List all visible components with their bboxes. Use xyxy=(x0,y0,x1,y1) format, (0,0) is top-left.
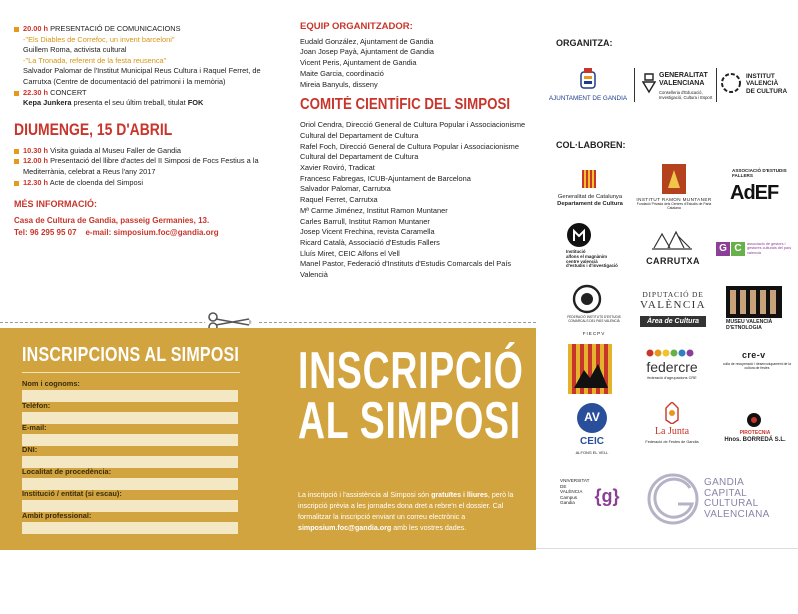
field-name xyxy=(22,379,238,402)
lajunta-logo xyxy=(640,402,704,450)
logo-sublabel: Federació de Festes de Gandia xyxy=(645,440,699,444)
professional-input[interactable] xyxy=(22,522,238,534)
logo-label: GENERALITAT xyxy=(659,72,708,79)
uv-text xyxy=(560,478,590,506)
lajunta-emblem-icon xyxy=(664,402,680,424)
carrutxa-drawing-icon xyxy=(652,228,692,252)
muvaet-figures-icon xyxy=(726,286,782,318)
equip-member: Vicent Peris, Ajuntament de Gandia xyxy=(300,58,417,68)
logo-label: centre valencià xyxy=(566,258,598,264)
gc-logo xyxy=(716,240,794,266)
field-label: Localitat de procedència: xyxy=(22,467,112,476)
album-name: FOK xyxy=(187,98,204,108)
carrutxa-logo xyxy=(638,228,708,272)
field-email xyxy=(22,423,238,446)
logo-label: federcre xyxy=(646,359,698,375)
equip-title: EQUIP ORGANITZADOR: xyxy=(300,21,413,32)
field-professional xyxy=(22,511,238,534)
sunday-title: DIUMENGE, 15 D'ABRIL xyxy=(14,119,173,139)
logo-label: VALÈNCIA xyxy=(640,299,706,311)
logo-label: cre-v xyxy=(742,350,766,360)
schedule-item xyxy=(14,156,284,177)
text-part: , xyxy=(487,491,490,499)
bullet-icon xyxy=(14,149,19,154)
artist-name: Kepa Junkera xyxy=(23,98,72,108)
text-part: amb les vostres dades. xyxy=(393,524,467,532)
form-divider xyxy=(22,372,240,373)
gv-emblem-icon xyxy=(642,72,656,94)
schedule-time: 12.30 h xyxy=(23,177,49,187)
equip-member: Eudald González, Ajuntament de Gandia xyxy=(300,36,434,46)
gv-text xyxy=(659,72,708,88)
inscripcio-title xyxy=(298,342,524,450)
schedule-time: 10.30 h xyxy=(23,145,49,155)
capital-text xyxy=(704,478,770,520)
logo-label: Institució xyxy=(566,249,586,254)
logo-sublabel: ALFONS EL VELL xyxy=(575,450,609,455)
logo-label: GANDIA xyxy=(704,477,745,488)
field-locality xyxy=(22,467,238,490)
logo-label: VALENCIÀ xyxy=(746,80,779,88)
fiecpv-logo xyxy=(562,284,626,338)
uv-logo xyxy=(560,478,590,522)
alfons-text xyxy=(566,250,618,269)
equip-member: Mireia Banyuls, disseny xyxy=(300,79,378,89)
logo-sublabel: federació d'agrupacions CRE xyxy=(647,376,697,380)
schedule-item xyxy=(14,88,284,99)
schedule-line xyxy=(14,56,284,67)
title-line: AL SIMPOSI xyxy=(298,392,521,450)
gc-g-icon: G xyxy=(716,242,730,256)
email-link[interactable]: simposium.foc@gandia.org xyxy=(298,524,392,532)
title-line: INSCRIPCIÓ xyxy=(298,342,524,400)
logo-label: La Junta xyxy=(654,426,690,437)
adef-logo xyxy=(724,168,790,214)
inscripcio-text xyxy=(298,490,530,534)
logo-label: Àrea de Cultura xyxy=(640,316,706,327)
crev-logo xyxy=(720,350,794,384)
comite-member: Salvador Palomar, Carrutxa xyxy=(300,184,391,194)
irm-logo xyxy=(636,164,712,210)
field-institution xyxy=(22,489,238,512)
comite-member: Raquel Ferret, Carrutxa xyxy=(300,195,378,205)
logo-label: AJUNTAMENT DE GANDIA xyxy=(548,95,628,102)
logo-label: DE CULTURA xyxy=(746,87,788,95)
gencat-emblem-icon xyxy=(580,168,598,190)
organitza-title: ORGANITZA: xyxy=(556,38,613,48)
logo-label: Generalitat de Catalunya xyxy=(557,194,623,200)
bullet-icon xyxy=(14,91,19,96)
field-dni xyxy=(22,445,238,468)
comite-member: Xavier Roviró, Tradicat xyxy=(300,163,375,173)
schedule-text: Presentació del llibre d'actes del II Simposi de Focs Festius a la Mediterrània, celebrat a Reus l'any 2017 xyxy=(23,156,259,176)
bullet-icon xyxy=(14,159,19,164)
ivc-circle-icon xyxy=(720,72,742,94)
field-phone xyxy=(22,401,238,424)
logo-label: alfons el magnànim xyxy=(566,253,607,259)
logo-label: Campus Gandia xyxy=(560,494,578,506)
logo-label: CARRUTXA xyxy=(646,256,700,266)
logo-sublabel: Conselleria d'Educació, Investigació, Cultura i Esport xyxy=(659,90,713,100)
fiecpv-emblem-icon xyxy=(572,284,602,314)
schedule-text: Acte de cloenda del Simposi xyxy=(49,177,143,187)
ivc-logo xyxy=(720,68,792,108)
talk-title: -"Els Diables de Correfoc, un invent barceloni" xyxy=(23,34,175,44)
logo-sublabel: associació de gestors i gestores culturals del país valencià xyxy=(747,242,792,255)
logo-label: ASSOCIACIÓ D'ESTUDIS FALLERS xyxy=(732,168,787,178)
gv-logo xyxy=(642,68,712,108)
info-address: Casa de Cultura de Gandia, passeig Germanies, 13. xyxy=(14,215,210,225)
divider xyxy=(716,68,717,102)
ceic-mark: AV xyxy=(584,410,600,424)
divider xyxy=(634,68,635,102)
registration-panel xyxy=(0,328,536,550)
ceic-logo xyxy=(562,402,622,470)
equip-member: Joan Josep Payà, Ajuntament de Gandia xyxy=(300,47,434,57)
schedule-text: PRESENTACIÓ DE COMUNICACIONS xyxy=(50,24,181,33)
schedule-item xyxy=(14,24,284,35)
logo-sublabel: colla de recuperació i desenvolupament de la cultura de festes xyxy=(722,362,792,370)
schedule-item xyxy=(14,146,284,157)
g-mark: {g} xyxy=(594,486,620,506)
schedule-text: CONCERT xyxy=(50,87,87,97)
alfons-emblem-icon xyxy=(566,222,592,248)
logo-label: DE VALÈNCIA xyxy=(560,483,583,495)
field-label: DNI: xyxy=(22,445,38,454)
ivc-text xyxy=(746,73,787,95)
logo-label: CEIC xyxy=(580,436,604,447)
text-part: La inscripció i l'assistència al Simposi són xyxy=(298,491,430,499)
gc-c-icon: C xyxy=(731,242,745,256)
comite-member: Mª Carme Jiménez, Institut Ramon Muntaner xyxy=(300,205,448,215)
form-title: INSCRIPCIONS AL SIMPOSI xyxy=(22,344,240,366)
schedule-line xyxy=(14,66,284,87)
capital-cultural-logo xyxy=(646,472,794,532)
federcre-logo xyxy=(636,348,708,382)
info-contact[interactable]: Tel: 96 295 95 07 e-mail: simposium.foc@gandia.org xyxy=(14,227,219,237)
logo-label: VNIVERSITAT xyxy=(560,478,590,483)
field-label: Nom i cognoms: xyxy=(22,379,80,388)
collaboren-title: COL·LABOREN: xyxy=(556,140,626,150)
ajuntament-logo xyxy=(546,68,630,108)
borreda-emblem-icon xyxy=(746,412,762,428)
schedule-time: 12.00 h xyxy=(23,156,49,166)
irm-emblem-icon xyxy=(662,164,686,194)
borreda-logo xyxy=(716,412,794,452)
bullet-icon xyxy=(14,27,19,32)
program-column xyxy=(14,24,284,239)
alfons-logo xyxy=(562,222,628,268)
logo-label: INSTITUT RAMON MUNTANER xyxy=(636,197,712,202)
logo-label: D'ETNOLOGIA xyxy=(726,324,762,331)
text-bold: gratuïtes i lliures xyxy=(431,491,488,499)
comite-member: Ricard Català, Associació d'Estudis Fallers xyxy=(300,237,440,247)
logo-label: CULTURAL xyxy=(704,498,759,509)
g-logo xyxy=(594,482,622,512)
field-label: E-mail: xyxy=(22,423,47,432)
capital-g-icon xyxy=(646,472,700,526)
logo-sublabel: Fundació Privada dels Centres d'Estudis de Parla Catalana xyxy=(636,202,712,210)
logo-label: CAPITAL xyxy=(704,487,748,499)
comite-member: Carles Barrull, Institut Ramon Muntaner xyxy=(300,216,430,226)
schedule-item xyxy=(14,178,284,189)
schedule-time: 20.00 h xyxy=(23,24,49,33)
comite-member: Francesc Fabregas, ICUB-Ajuntament de Barcelona xyxy=(300,173,471,183)
schedule-text: Visita guiada al Museu Faller de Gandia xyxy=(50,145,182,155)
festa-logo xyxy=(562,344,624,396)
federcre-dots-icon xyxy=(646,348,694,358)
logo-label: VALENCIANA xyxy=(704,508,770,520)
comite-title: COMITÉ CIENTÍFIC DEL SIMPOSI xyxy=(300,96,511,114)
comite-member: Lluís Miret, CEIC Alfons el Vell xyxy=(300,248,400,258)
talk-title: -"La Tronada, referent de la festa reusenca" xyxy=(23,55,167,65)
field-label: Telèfon: xyxy=(22,401,51,410)
logo-label: INSTITUT xyxy=(746,73,775,80)
bottom-rule xyxy=(536,548,798,549)
schedule-line xyxy=(14,35,284,46)
field-label: Institució / entitat (si escau): xyxy=(22,489,122,498)
comite-member: Oriol Cendra, Direcció General de Cultura Popular i Associacionisme Cultural del Departament de Cultura xyxy=(300,120,526,140)
info-title: MÉS INFORMACIÓ: xyxy=(14,199,97,210)
gencat-logo xyxy=(552,168,628,212)
comite-member: Josep Vicent Frechina, revista Caramella xyxy=(300,227,435,237)
logo-label: d'estudis i d'investigació xyxy=(566,263,618,269)
adef-mark: AdEF xyxy=(730,182,779,204)
logo-label: Departament de Cultura xyxy=(557,201,623,207)
logo-label: Hnos. BORREDÁ S.L. xyxy=(724,437,786,443)
logo-label: PIROTECNIA xyxy=(739,430,771,436)
logo-label: MUSEU VALENCIÀ xyxy=(726,319,773,325)
festa-poster-icon xyxy=(568,344,612,394)
diputacio-logo xyxy=(636,290,710,328)
schedule-line xyxy=(14,45,284,56)
comite-member: Manel Pastor, Federació d'Instituts d'Estudis Comarcals del País Valencià xyxy=(300,259,512,280)
logo-sublabel: FEDERACIÓ INSTITUTS D'ESTUDIS COMARCALS DEL PAÍS VALENCIÀ xyxy=(567,315,621,323)
logo-label: VALENCIANA xyxy=(659,80,705,87)
logo-label: DIPUTACIÓ DE xyxy=(642,290,704,299)
bullet-icon xyxy=(14,181,19,186)
schedule-time: 22.30 h xyxy=(23,87,49,97)
speaker: Guillem Roma, activista cultural xyxy=(23,45,127,55)
field-label: Ambit professional: xyxy=(22,511,92,520)
equip-member: Maite Garcia, coordinació xyxy=(300,68,384,78)
muvaet-logo xyxy=(722,286,792,332)
cut-line xyxy=(0,322,536,323)
committee-column xyxy=(300,22,528,281)
comite-member: Rafel Foch, Direcció General de Cultura Popular i Associacionisme Cultural del Departament de Cultura xyxy=(300,141,519,162)
text-part: però la inscripció prèvia a les jornades dona dret a rebre'n el dossier. Cal formalitzar la inscripció enviant un correu electrònic a xyxy=(298,491,514,521)
schedule-line xyxy=(14,98,284,109)
logo-label: FIECPV xyxy=(582,331,606,336)
schedule-text: presenta el seu últim treball, titulat xyxy=(73,98,186,108)
speaker: Salvador Palomar de l'Institut Municipal Reus Cultura i Raquel Ferret, de Carrutxa (Centre de documentació del patrimoni i la memòria) xyxy=(23,66,261,86)
coat-of-arms-icon xyxy=(578,68,598,92)
muvaet-text xyxy=(726,320,772,331)
